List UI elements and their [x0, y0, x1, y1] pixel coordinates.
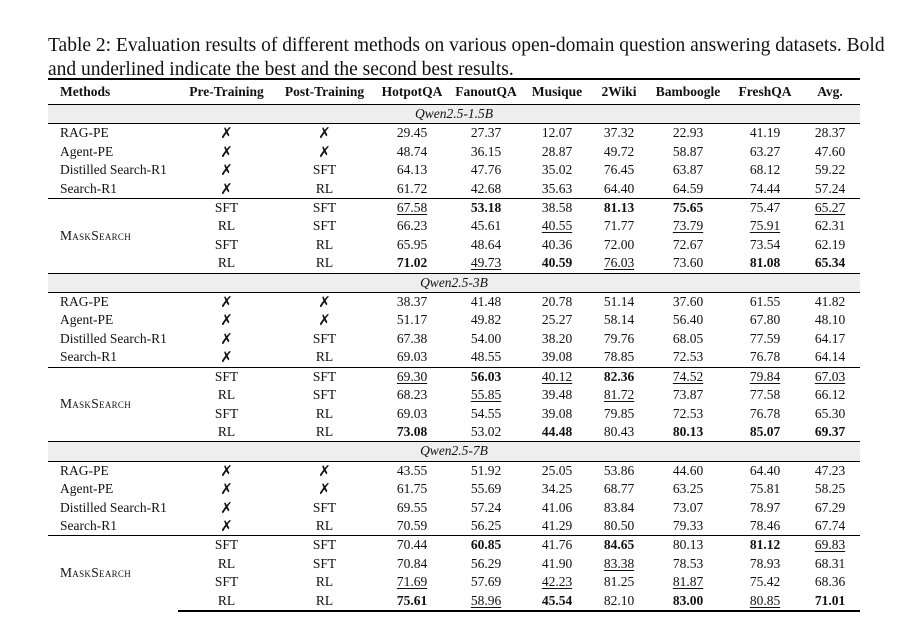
- value-musique: 34.25: [541, 481, 573, 497]
- table-row: [48, 480, 860, 498]
- header-freshqa: FreshQA: [730, 79, 800, 105]
- value-fanoutqa: 60.85: [450, 536, 522, 555]
- value-avg: 71.01: [800, 592, 860, 611]
- method-cell: Search-R1: [60, 180, 117, 196]
- value-freshqa: 81.12: [730, 536, 800, 555]
- method-cell: MaskSearch: [48, 367, 178, 442]
- value-bamboogle: 72.53: [672, 349, 704, 365]
- method-cell: Agent-PE: [60, 312, 114, 328]
- table-body: [48, 105, 860, 611]
- cross-icon: ✗: [318, 293, 331, 312]
- value-2wiki: 83.84: [603, 499, 635, 515]
- method-cell: Distilled Search-R1: [60, 499, 167, 515]
- section-header-row: [48, 273, 860, 292]
- cross-icon: ✗: [220, 480, 233, 499]
- method-cell: MaskSearch: [48, 536, 178, 611]
- post-training-cell: SFT: [312, 387, 337, 403]
- value-freshqa: 67.80: [749, 312, 781, 328]
- value-avg: 68.31: [814, 555, 846, 571]
- value-hotpotqa: 73.08: [396, 423, 428, 439]
- header-methods: Methods: [48, 79, 178, 105]
- cross-icon: ✗: [220, 516, 233, 535]
- value-musique: 40.12: [522, 367, 592, 386]
- value-bamboogle: 75.65: [646, 199, 730, 218]
- value-2wiki: 82.36: [592, 367, 646, 386]
- value-freshqa: 78.93: [749, 555, 781, 571]
- value-avg: 69.37: [814, 423, 846, 439]
- value-freshqa: 77.59: [749, 330, 781, 346]
- value-freshqa: 78.46: [749, 517, 781, 533]
- value-2wiki: 79.85: [603, 405, 635, 421]
- value-freshqa: 61.55: [749, 294, 781, 310]
- value-freshqa: 81.08: [749, 255, 781, 271]
- value-freshqa: 41.19: [749, 125, 781, 141]
- post-training-cell: RL: [315, 236, 334, 252]
- value-freshqa: 74.44: [749, 180, 781, 196]
- value-hotpotqa: 29.45: [396, 125, 428, 141]
- value-musique: 39.08: [541, 405, 573, 421]
- value-avg: 59.22: [814, 162, 846, 178]
- value-bamboogle: 58.87: [672, 143, 704, 159]
- pre-training-cell: SFT: [178, 199, 275, 218]
- results-table: [48, 78, 860, 612]
- value-hotpotqa: 71.02: [396, 255, 428, 271]
- value-hotpotqa: 67.38: [396, 330, 428, 346]
- value-hotpotqa: 75.61: [374, 592, 450, 611]
- header-avg: Avg.: [800, 79, 860, 105]
- value-hotpotqa: 66.23: [396, 218, 428, 234]
- value-avg: 67.03: [800, 367, 860, 386]
- value-2wiki: 76.45: [603, 162, 635, 178]
- section-title: Qwen2.5-7B: [48, 442, 860, 461]
- cross-icon: ✗: [220, 179, 233, 198]
- value-musique: 20.78: [541, 294, 573, 310]
- post-training-cell: RL: [315, 255, 334, 271]
- post-training-cell: RL: [275, 592, 374, 611]
- pre-training-cell: RL: [217, 218, 236, 234]
- header-row: [48, 79, 860, 105]
- cross-icon: ✗: [220, 498, 233, 517]
- value-fanoutqa: 55.69: [470, 481, 502, 497]
- value-musique: 44.48: [541, 423, 573, 439]
- value-avg: 62.19: [814, 236, 846, 252]
- value-hotpotqa: 71.69: [396, 574, 428, 590]
- value-2wiki: 49.72: [603, 143, 635, 159]
- post-training-cell: RL: [315, 349, 334, 365]
- value-freshqa: 73.54: [749, 236, 781, 252]
- value-2wiki: 58.14: [603, 312, 635, 328]
- pre-training-cell: RL: [217, 387, 236, 403]
- value-freshqa: 76.78: [749, 405, 781, 421]
- value-2wiki: 78.85: [603, 349, 635, 365]
- value-bamboogle: 22.93: [672, 125, 704, 141]
- value-hotpotqa: 61.75: [396, 481, 428, 497]
- value-hotpotqa: 65.95: [396, 236, 428, 252]
- value-hotpotqa: 51.17: [396, 312, 428, 328]
- value-fanoutqa: 41.48: [470, 294, 502, 310]
- value-musique: 40.36: [541, 236, 573, 252]
- value-2wiki: 64.40: [603, 180, 635, 196]
- value-fanoutqa: 58.96: [450, 592, 522, 611]
- value-hotpotqa: 48.74: [396, 143, 428, 159]
- value-freshqa: 80.85: [730, 592, 800, 611]
- value-bamboogle: 73.60: [672, 255, 704, 271]
- value-fanoutqa: 53.18: [450, 199, 522, 218]
- value-hotpotqa: 70.59: [396, 517, 428, 533]
- table-row: [48, 180, 860, 199]
- section-header-row: [48, 442, 860, 461]
- value-hotpotqa: 69.03: [396, 405, 428, 421]
- value-2wiki: 53.86: [603, 462, 635, 478]
- method-cell: RAG-PE: [60, 462, 109, 478]
- value-hotpotqa: 69.30: [374, 367, 450, 386]
- method-cell: Search-R1: [60, 517, 117, 533]
- value-fanoutqa: 56.25: [470, 517, 502, 533]
- method-cell: MaskSearch: [48, 199, 178, 274]
- value-hotpotqa: 70.44: [374, 536, 450, 555]
- value-fanoutqa: 54.55: [470, 405, 502, 421]
- value-2wiki: 81.25: [603, 574, 635, 590]
- header-fanoutqa: FanoutQA: [450, 79, 522, 105]
- value-musique: 45.54: [522, 592, 592, 611]
- value-fanoutqa: 36.15: [470, 143, 502, 159]
- value-avg: 47.23: [814, 462, 846, 478]
- value-2wiki: 80.50: [603, 517, 635, 533]
- value-2wiki: 79.76: [603, 330, 635, 346]
- value-freshqa: 79.84: [730, 367, 800, 386]
- table-row: [48, 461, 860, 480]
- post-training-cell: SFT: [275, 367, 374, 386]
- value-fanoutqa: 42.68: [470, 180, 502, 196]
- cross-icon: ✗: [318, 461, 331, 480]
- value-bamboogle: 80.13: [646, 536, 730, 555]
- section-header-row: [48, 105, 860, 124]
- value-fanoutqa: 48.55: [470, 349, 502, 365]
- value-2wiki: 81.72: [603, 387, 635, 403]
- value-bamboogle: 63.25: [672, 481, 704, 497]
- value-bamboogle: 73.79: [672, 218, 704, 234]
- value-2wiki: 51.14: [603, 294, 635, 310]
- value-avg: 65.34: [814, 255, 846, 271]
- value-musique: 25.05: [541, 462, 573, 478]
- value-avg: 66.12: [814, 387, 846, 403]
- method-cell: RAG-PE: [60, 294, 109, 310]
- table-row: [48, 311, 860, 329]
- value-fanoutqa: 47.76: [470, 162, 502, 178]
- post-training-cell: RL: [315, 517, 334, 533]
- pre-training-cell: SFT: [178, 536, 275, 555]
- pre-training-cell: RL: [217, 255, 236, 271]
- header-bamboogle: Bamboogle: [646, 79, 730, 105]
- method-cell: Agent-PE: [60, 143, 114, 159]
- value-hotpotqa: 43.55: [396, 462, 428, 478]
- value-2wiki: 37.32: [603, 125, 635, 141]
- table-row: [48, 330, 860, 348]
- cross-icon: ✗: [318, 480, 331, 499]
- value-2wiki: 80.43: [603, 423, 635, 439]
- post-training-cell: SFT: [312, 218, 337, 234]
- value-hotpotqa: 69.03: [396, 349, 428, 365]
- header-2wiki: 2Wiki: [592, 79, 646, 105]
- header-hotpotqa: HotpotQA: [374, 79, 450, 105]
- pre-training-cell: SFT: [178, 367, 275, 386]
- value-bamboogle: 73.07: [672, 499, 704, 515]
- value-bamboogle: 74.52: [646, 367, 730, 386]
- value-2wiki: 82.10: [592, 592, 646, 611]
- value-musique: 12.07: [541, 125, 573, 141]
- value-freshqa: 75.91: [749, 218, 781, 234]
- value-bamboogle: 72.53: [672, 405, 704, 421]
- pre-training-cell: RL: [217, 555, 236, 571]
- value-fanoutqa: 56.03: [450, 367, 522, 386]
- value-hotpotqa: 67.58: [374, 199, 450, 218]
- post-training-cell: RL: [315, 180, 334, 196]
- value-avg: 65.30: [814, 405, 846, 421]
- value-musique: 41.90: [541, 555, 573, 571]
- cross-icon: ✗: [220, 293, 233, 312]
- value-freshqa: 64.40: [749, 462, 781, 478]
- value-fanoutqa: 55.85: [470, 387, 502, 403]
- value-fanoutqa: 49.73: [470, 255, 502, 271]
- value-freshqa: 68.12: [749, 162, 781, 178]
- table-row: [48, 293, 860, 312]
- value-2wiki: 76.03: [603, 255, 635, 271]
- value-bamboogle: 68.05: [672, 330, 704, 346]
- cross-icon: ✗: [318, 311, 331, 330]
- value-bamboogle: 80.13: [672, 423, 704, 439]
- value-musique: 41.06: [541, 499, 573, 515]
- value-avg: 67.29: [814, 499, 846, 515]
- value-freshqa: 75.42: [749, 574, 781, 590]
- post-training-cell: SFT: [312, 162, 337, 178]
- value-bamboogle: 81.87: [672, 574, 704, 590]
- cross-icon: ✗: [220, 348, 233, 367]
- value-musique: 38.20: [541, 330, 573, 346]
- post-training-cell: SFT: [312, 499, 337, 515]
- table-row: [48, 161, 860, 179]
- value-musique: 39.08: [541, 349, 573, 365]
- value-avg: 58.25: [814, 481, 846, 497]
- value-musique: 38.58: [522, 199, 592, 218]
- post-training-cell: SFT: [275, 199, 374, 218]
- table-row: [48, 536, 860, 555]
- value-bamboogle: 37.60: [672, 294, 704, 310]
- value-hotpotqa: 69.55: [396, 499, 428, 515]
- value-musique: 41.29: [541, 517, 573, 533]
- value-bamboogle: 44.60: [672, 462, 704, 478]
- post-training-cell: SFT: [275, 536, 374, 555]
- value-musique: 28.87: [541, 143, 573, 159]
- value-hotpotqa: 68.23: [396, 387, 428, 403]
- value-freshqa: 76.78: [749, 349, 781, 365]
- value-bamboogle: 73.87: [672, 387, 704, 403]
- value-avg: 62.31: [814, 218, 846, 234]
- value-avg: 57.24: [814, 180, 846, 196]
- value-avg: 28.37: [814, 125, 846, 141]
- value-avg: 64.17: [814, 330, 846, 346]
- post-training-cell: SFT: [312, 555, 337, 571]
- cross-icon: ✗: [220, 142, 233, 161]
- pre-training-cell: SFT: [214, 405, 239, 421]
- cross-icon: ✗: [220, 124, 233, 143]
- post-training-cell: SFT: [312, 330, 337, 346]
- table-row: [48, 124, 860, 143]
- value-musique: 39.48: [541, 387, 573, 403]
- value-fanoutqa: 53.02: [470, 423, 502, 439]
- value-freshqa: 75.47: [730, 199, 800, 218]
- value-bamboogle: 56.40: [672, 312, 704, 328]
- pre-training-cell: SFT: [214, 236, 239, 252]
- value-freshqa: 85.07: [749, 423, 781, 439]
- post-training-cell: RL: [315, 574, 334, 590]
- cross-icon: ✗: [318, 142, 331, 161]
- value-bamboogle: 78.53: [672, 555, 704, 571]
- value-freshqa: 78.97: [749, 499, 781, 515]
- value-fanoutqa: 49.82: [470, 312, 502, 328]
- cross-icon: ✗: [318, 124, 331, 143]
- method-cell: RAG-PE: [60, 125, 109, 141]
- value-freshqa: 75.81: [749, 481, 781, 497]
- table-row: [48, 367, 860, 386]
- table-row: [48, 143, 860, 161]
- value-fanoutqa: 48.64: [470, 236, 502, 252]
- pre-training-cell: SFT: [214, 574, 239, 590]
- value-avg: 48.10: [814, 312, 846, 328]
- value-2wiki: 81.13: [592, 199, 646, 218]
- value-hotpotqa: 38.37: [396, 294, 428, 310]
- value-avg: 67.74: [814, 517, 846, 533]
- value-fanoutqa: 57.69: [470, 574, 502, 590]
- header-musique: Musique: [522, 79, 592, 105]
- value-2wiki: 71.77: [603, 218, 635, 234]
- value-bamboogle: 63.87: [672, 162, 704, 178]
- value-bamboogle: 64.59: [672, 180, 704, 196]
- cross-icon: ✗: [220, 161, 233, 180]
- value-musique: 40.59: [541, 255, 573, 271]
- pre-training-cell: RL: [217, 423, 236, 439]
- method-cell: Agent-PE: [60, 481, 114, 497]
- value-bamboogle: 83.00: [646, 592, 730, 611]
- method-cell: Distilled Search-R1: [60, 330, 167, 346]
- header-post-training: Post-Training: [275, 79, 374, 105]
- value-2wiki: 84.65: [592, 536, 646, 555]
- value-hotpotqa: 61.72: [396, 180, 428, 196]
- value-hotpotqa: 64.13: [396, 162, 428, 178]
- value-fanoutqa: 27.37: [470, 125, 502, 141]
- header-pre-training: Pre-Training: [178, 79, 275, 105]
- value-avg: 47.60: [814, 143, 846, 159]
- value-fanoutqa: 57.24: [470, 499, 502, 515]
- cross-icon: ✗: [220, 311, 233, 330]
- value-musique: 41.76: [522, 536, 592, 555]
- value-musique: 42.23: [541, 574, 573, 590]
- value-hotpotqa: 70.84: [396, 555, 428, 571]
- value-musique: 25.27: [541, 312, 573, 328]
- method-cell: Search-R1: [60, 349, 117, 365]
- section-title: Qwen2.5-1.5B: [48, 105, 860, 124]
- value-bamboogle: 72.67: [672, 236, 704, 252]
- table-caption: Table 2: Evaluation results of different methods on various open-domain question answering datasets. Bold and underlined indicate the best and the second best results.: [48, 35, 885, 80]
- value-fanoutqa: 54.00: [470, 330, 502, 346]
- table-row: [48, 199, 860, 218]
- value-fanoutqa: 56.29: [470, 555, 502, 571]
- value-avg: 64.14: [814, 349, 846, 365]
- value-freshqa: 63.27: [749, 143, 781, 159]
- value-avg: 68.36: [814, 574, 846, 590]
- method-cell: Distilled Search-R1: [60, 162, 167, 178]
- value-musique: 35.63: [541, 180, 573, 196]
- table-row: [48, 499, 860, 517]
- pre-training-cell: RL: [178, 592, 275, 611]
- post-training-cell: RL: [315, 405, 334, 421]
- cross-icon: ✗: [220, 461, 233, 480]
- value-avg: 41.82: [814, 294, 846, 310]
- value-fanoutqa: 51.92: [470, 462, 502, 478]
- table-row: [48, 348, 860, 367]
- value-freshqa: 77.58: [749, 387, 781, 403]
- value-2wiki: 68.77: [603, 481, 635, 497]
- table-row: [48, 517, 860, 536]
- value-2wiki: 83.38: [603, 555, 635, 571]
- cross-icon: ✗: [220, 329, 233, 348]
- section-title: Qwen2.5-3B: [48, 273, 860, 292]
- value-fanoutqa: 45.61: [470, 218, 502, 234]
- value-bamboogle: 79.33: [672, 517, 704, 533]
- value-avg: 69.83: [800, 536, 860, 555]
- value-musique: 35.02: [541, 162, 573, 178]
- value-avg: 65.27: [800, 199, 860, 218]
- post-training-cell: RL: [315, 423, 334, 439]
- value-musique: 40.55: [541, 218, 573, 234]
- value-2wiki: 72.00: [603, 236, 635, 252]
